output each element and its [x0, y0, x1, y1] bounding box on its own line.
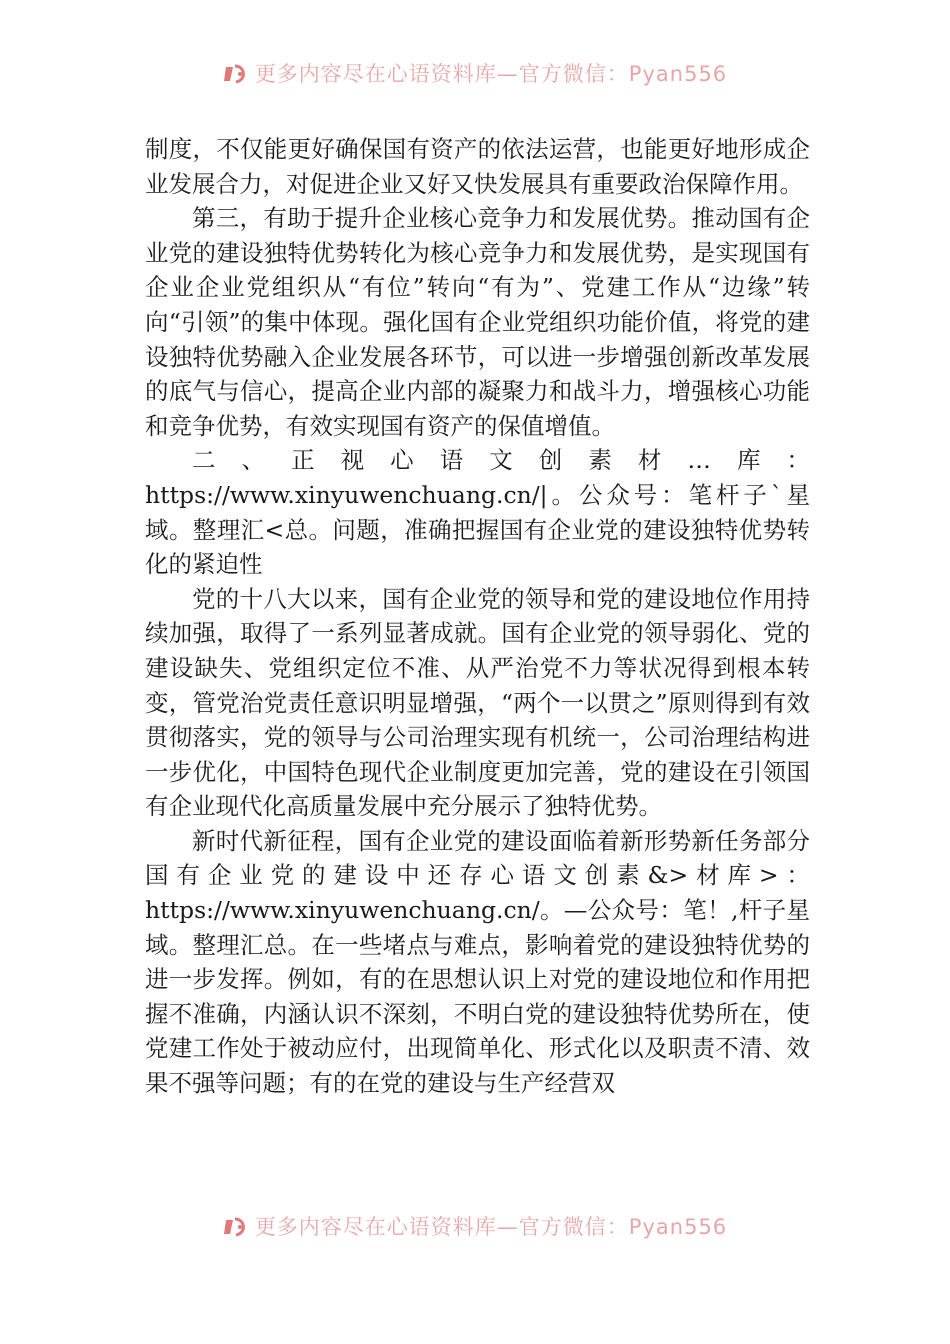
document-body — [145, 132, 810, 1101]
footer-watermark — [0, 1211, 950, 1241]
paragraph-5: 新时代新征程，国有企业党的建设面临着新形势新任务部分国有企业党的建设中还存心语文创素&>材库>：https://www.xinyuwenchuang.cn/。—公众号：笔！,杆子星域。整理汇总。在一些堵点与难点，影响着党的建设独特优势的进一步发挥。例如，有的在思想认识上对党的建设地位和作用把握不准确，内涵认识不深刻，不明白党的建设独特优势所在，使党建工作处于被动应付，出现简单化、形式化以及职责不清、效果不强等问题；有的在党的建设与生产经营双 — [145, 826, 810, 1098]
watermark-text: 更多内容尽在心语资料库—官方微信：Pyan556 — [254, 62, 728, 86]
watermark-text: 更多内容尽在心语资料库—官方微信：Pyan556 — [254, 1215, 728, 1239]
brand-logo-icon — [223, 63, 249, 85]
paragraph-3-heading: 二、正视心语文创素材…库：https://www.xinyuwenchuang.cn/|。公众号：笔杆子`星域。整理汇<总。问题，准确把握国有企业党的建设独特优势转化的紧迫性 — [145, 446, 810, 579]
paragraph-2: 第三，有助于提升企业核心竞争力和发展优势。推动国有企业党的建设独特优势转化为核心竞争力和发展优势，是实现国有企业企业党组织从“有位”转向“有为”、党建工作从“边缘”转向“引领”的集中体现。强化国有企业党组织功能价值，将党的建设独特优势融入企业发展各环节，可以进一步增强创新改革发展的底气与信心，提高企业内部的凝聚力和战斗力，增强核心功能和竞争优势，有效实现国有资产的保值增值。 — [145, 204, 810, 440]
paragraph-1: 制度，不仅能更好确保国有资产的依法运营，也能更好地形成企业发展合力，对促进企业又好又快发展具有重要政治保障作用。 — [145, 135, 810, 198]
header-watermark — [0, 58, 950, 88]
paragraph-4: 党的十八大以来，国有企业党的领导和党的建设地位作用持续加强，取得了一系列显著成就。国有企业党的领导弱化、党的建设缺失、党组织定位不准、从严治党不力等状况得到根本转变，管党治党责任意识明显增强，“两个一以贯之”原则得到有效贯彻落实，党的领导与公司治理实现有机统一，公司治理结构进一步优化，中国特色现代企业制度更加完善，党的建设在引领国有企业现代化高质量发展中充分展示了独特优势。 — [145, 584, 810, 821]
brand-logo-icon — [223, 1216, 249, 1238]
